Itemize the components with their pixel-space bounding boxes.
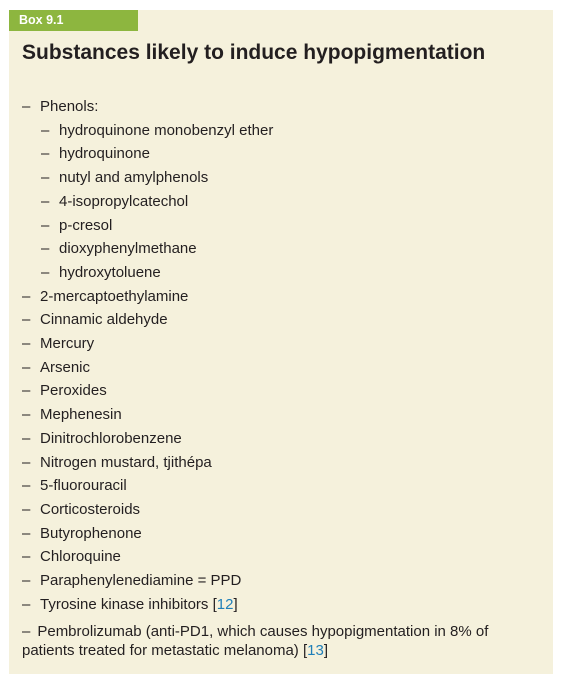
dash-marker: – <box>22 524 31 542</box>
dash-marker: – <box>41 169 50 187</box>
list-item <box>22 308 542 332</box>
list-item-label: 2-mercaptoethylamine <box>40 287 189 305</box>
list-item <box>22 332 542 356</box>
dash-marker: – <box>22 406 31 424</box>
dash-marker: – <box>22 358 31 376</box>
sub-list-item <box>22 166 542 190</box>
list-item-label: hydroxytoluene <box>59 263 161 281</box>
list-item-label: Peroxides <box>40 382 107 400</box>
reference-link-12[interactable]: 12 <box>216 595 234 613</box>
sub-list-item <box>22 214 542 238</box>
list-item-tyrosine-kinase <box>22 593 542 617</box>
list-item-label: nutyl and amylphenols <box>59 169 209 187</box>
list-item-label: Dinitrochlorobenzene <box>40 429 182 447</box>
dash-marker: – <box>22 311 31 329</box>
dash-marker: – <box>22 477 31 495</box>
list-item-label: hydroquinone <box>59 145 150 163</box>
list-item-label: Phenols: <box>40 98 99 115</box>
list-item-label: Nitrogen mustard, tjithépa <box>40 453 212 471</box>
ref-bracket-close: ] <box>233 595 238 613</box>
list-item <box>22 379 542 403</box>
dash-marker: – <box>22 548 31 566</box>
dash-marker: – <box>41 263 50 281</box>
list-item <box>22 498 542 522</box>
ref-bracket-open: [ <box>302 642 308 660</box>
sub-list-item <box>22 261 542 285</box>
dash-marker: – <box>22 382 31 400</box>
list-item-label: 5-fluorouracil <box>40 477 127 495</box>
list-item-label: 4-isopropylcatechol <box>59 192 189 210</box>
dash-marker: – <box>22 595 31 613</box>
list-item <box>22 427 542 451</box>
list-item-label: p-cresol <box>59 216 113 234</box>
substance-list <box>22 95 542 660</box>
sub-list-item <box>22 119 542 143</box>
dash-marker: – <box>22 453 31 471</box>
list-item <box>22 474 542 498</box>
list-item-label: dioxyphenylmethane <box>59 240 197 258</box>
dash-marker: – <box>22 500 31 518</box>
dash-marker: – <box>41 240 50 258</box>
box-label: Box 9.1 <box>9 10 138 31</box>
ref-bracket-open: [ <box>212 595 217 613</box>
list-item-label: Corticosteroids <box>40 500 141 518</box>
dash-marker: – <box>22 572 31 590</box>
sub-list-item <box>22 142 542 166</box>
dash-marker: – <box>22 623 31 641</box>
list-item <box>22 569 542 593</box>
reference-link-13[interactable]: 13 <box>307 642 324 660</box>
box-title: Substances likely to induce hypopigmentation <box>22 41 486 64</box>
dash-marker: – <box>41 192 50 210</box>
list-item <box>22 545 542 569</box>
list-item-label: Mephenesin <box>40 406 122 424</box>
list-item-label: Butyrophenone <box>40 524 142 542</box>
dash-marker: – <box>41 121 50 139</box>
dash-marker: – <box>22 98 31 115</box>
list-item-label: Mercury <box>40 335 95 353</box>
dash-marker: – <box>22 335 31 353</box>
list-item <box>22 522 542 546</box>
list-item <box>22 285 542 309</box>
list-item <box>22 403 542 427</box>
list-item-label: hydroquinone monobenzyl ether <box>59 121 274 139</box>
dash-marker: – <box>41 216 50 234</box>
sub-list-item <box>22 190 542 214</box>
list-item-phenols <box>22 95 542 119</box>
list-item-pembrolizumab <box>22 622 542 660</box>
dash-marker: – <box>22 429 31 447</box>
list-item-label: Pembrolizumab (anti-PD1, which causes hypopigmentation in 8% of patients treated for metastatic melanoma) <box>22 623 489 660</box>
list-item-label: Cinnamic aldehyde <box>40 311 168 329</box>
list-item-label: Chloroquine <box>40 548 121 566</box>
sub-list-item <box>22 237 542 261</box>
list-item <box>22 451 542 475</box>
list-item-label: Paraphenylenediamine = PPD <box>40 572 242 590</box>
dash-marker: – <box>41 145 50 163</box>
list-item-label: Arsenic <box>40 358 91 376</box>
ref-bracket-close: ] <box>323 642 328 660</box>
dash-marker: – <box>22 287 31 305</box>
list-item-label: Tyrosine kinase inhibitors <box>40 595 213 613</box>
list-item <box>22 356 542 380</box>
